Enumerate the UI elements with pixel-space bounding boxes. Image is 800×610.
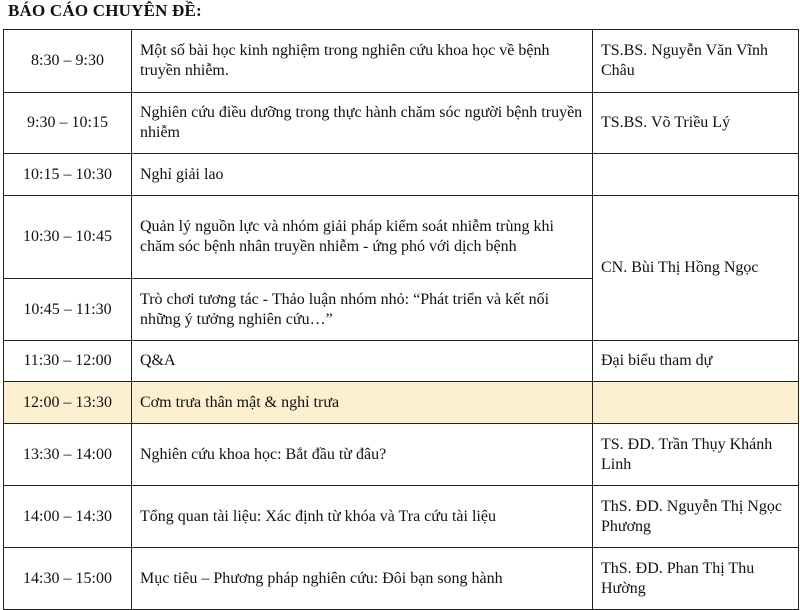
table-row: [4, 196, 799, 279]
table-row: [4, 30, 799, 93]
speaker-cell: TS. ĐD. Trần Thụy Khánh Linh: [593, 424, 799, 486]
time-cell: 9:30 – 10:15: [4, 93, 132, 154]
table-row: [4, 341, 799, 382]
speaker-cell: ThS. ĐD. Phan Thị Thu Hường: [593, 548, 799, 610]
table-row: [4, 93, 799, 154]
topic-cell: Nghiên cứu khoa học: Bắt đầu từ đâu?: [132, 424, 593, 486]
time-cell: 13:30 – 14:00: [4, 424, 132, 486]
table-row: [4, 424, 799, 486]
time-cell: 10:30 – 10:45: [4, 196, 132, 279]
time-cell: 14:30 – 15:00: [4, 548, 132, 610]
topic-cell: Tổng quan tài liệu: Xác định từ khóa và Tra cứu tài liệu: [132, 486, 593, 548]
section-heading: BÁO CÁO CHUYÊN ĐỀ:: [8, 1, 202, 20]
topic-cell: Trò chơi tương tác - Thảo luận nhóm nhỏ: “Phát triển và kết nối những ý tưởng nghiên cứu…”: [132, 279, 593, 341]
time-cell: 14:00 – 14:30: [4, 486, 132, 548]
speaker-cell: Đại biểu tham dự: [593, 341, 799, 382]
table-row: [4, 548, 799, 610]
table-row-highlighted: [4, 382, 799, 424]
time-cell: 8:30 – 9:30: [4, 30, 132, 93]
speaker-cell: [593, 154, 799, 196]
time-cell: 12:00 – 13:30: [4, 382, 132, 424]
speaker-cell: [593, 382, 799, 424]
table-row: [4, 154, 799, 196]
topic-cell: Nghiên cứu điều dưỡng trong thực hành chăm sóc người bệnh truyền nhiễm: [132, 93, 593, 154]
topic-cell: Quản lý nguồn lực và nhóm giải pháp kiểm soát nhiễm trùng khi chăm sóc bệnh nhân truyền nhiễm - ứng phó với dịch bệnh: [132, 196, 593, 279]
topic-cell: Cơm trưa thân mật & nghỉ trưa: [132, 382, 593, 424]
topic-cell: Nghỉ giải lao: [132, 154, 593, 196]
topic-cell: Q&A: [132, 341, 593, 382]
time-cell: 10:15 – 10:30: [4, 154, 132, 196]
topic-cell: Mục tiêu – Phương pháp nghiên cứu: Đôi bạn song hành: [132, 548, 593, 610]
speaker-cell: TS.BS. Võ Triều Lý: [593, 93, 799, 154]
time-cell: 10:45 – 11:30: [4, 279, 132, 341]
agenda-table: [3, 29, 799, 610]
time-cell: 11:30 – 12:00: [4, 341, 132, 382]
speaker-cell: ThS. ĐD. Nguyễn Thị Ngọc Phương: [593, 486, 799, 548]
speaker-cell: TS.BS. Nguyễn Văn Vĩnh Châu: [593, 30, 799, 93]
speaker-cell: CN. Bùi Thị Hồng Ngọc: [593, 196, 799, 341]
table-row: [4, 486, 799, 548]
topic-cell: Một số bài học kinh nghiệm trong nghiên cứu khoa học về bệnh truyền nhiễm.: [132, 30, 593, 93]
